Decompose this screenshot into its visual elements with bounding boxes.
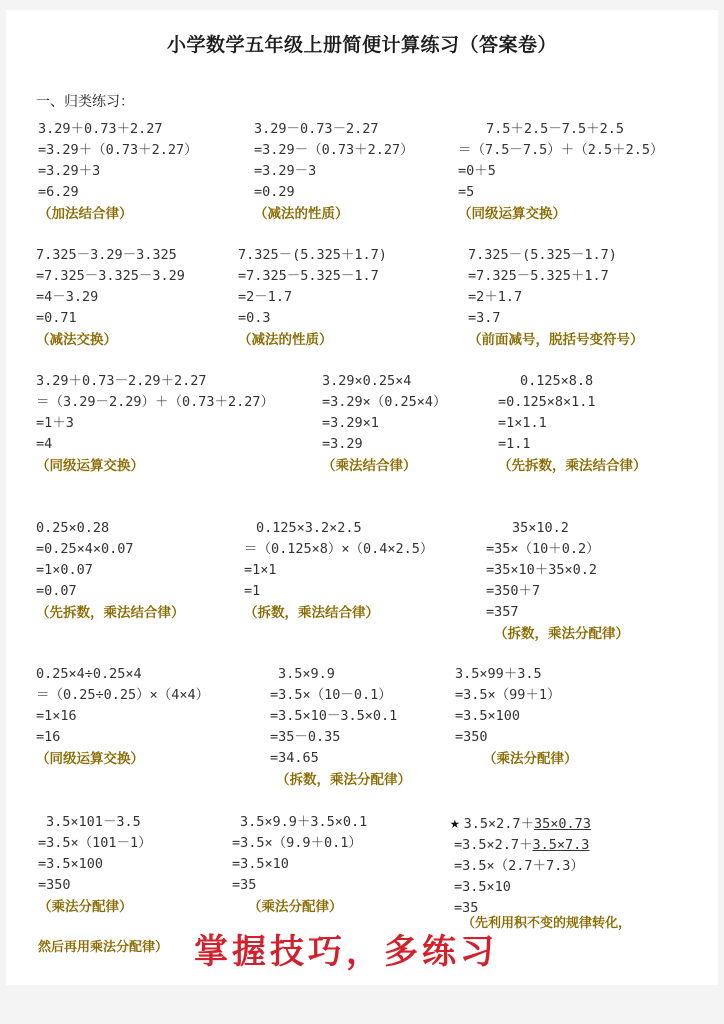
- step-line: =7.325－3.325－3.29: [36, 268, 185, 284]
- rule-label: （拆数，乘法分配律）: [494, 626, 629, 642]
- step-part: =3.5×2.7＋: [454, 837, 533, 853]
- step-line: 3.29＋0.73－2.29＋2.27: [36, 373, 207, 389]
- step-line: =7.325－5.325＋1.7: [468, 268, 609, 284]
- problem-14: [270, 664, 411, 791]
- step-line: 3.5×99＋3.5: [455, 666, 542, 682]
- step-line: =0＋5: [458, 163, 496, 179]
- step-line: =3.29－3: [254, 163, 317, 179]
- step-line: 3.5×9.9＋3.5×0.1: [240, 814, 368, 830]
- step-line: [450, 835, 591, 856]
- star-icon: ★: [450, 813, 460, 832]
- rule-label: （乘法分配律）: [483, 751, 578, 767]
- rule-label: （拆数，乘法结合律）: [244, 605, 379, 621]
- step-line: =1×0.07: [36, 562, 93, 578]
- step-line: =3.5×10－3.5×0.1: [270, 708, 398, 724]
- step-line: 7.325－(5.325－1.7): [468, 247, 617, 263]
- problem-18-starred: [450, 812, 591, 919]
- step-line: =1×16: [36, 708, 77, 724]
- problem-6: [468, 245, 644, 351]
- step-line: ＝（0.25÷0.25）×（4×4）: [36, 687, 210, 703]
- step-line: =350: [38, 877, 71, 893]
- step-line: 3.29×0.25×4: [322, 373, 412, 389]
- step-line: =3.5×（10－0.1）: [270, 687, 392, 703]
- step-line: =35×10＋35×0.2: [486, 562, 598, 578]
- rule-label: （减法交换）: [36, 332, 117, 348]
- slogan-banner: 掌握技巧，多练习: [194, 932, 498, 972]
- step-line: =1.1: [498, 436, 531, 452]
- rule-label: （乘法分配律）: [38, 899, 133, 915]
- step-line: 7.325－(5.325＋1.7): [238, 247, 387, 263]
- problem-10: [36, 518, 185, 624]
- problem-7: [36, 371, 274, 477]
- problem-17: [232, 812, 367, 918]
- step-line: =1＋3: [36, 415, 74, 431]
- problem-16: [38, 812, 152, 918]
- problem-5: [238, 245, 387, 351]
- problem-13: [36, 664, 209, 770]
- page-title: 小学数学五年级上册简便计算练习（答案卷）: [166, 34, 557, 56]
- step-part: 3.5×2.7＋: [463, 816, 535, 832]
- step-line: =1: [244, 583, 261, 599]
- step-line: =3.5×（2.7＋7.3）: [454, 858, 584, 874]
- step-line: =0.3: [238, 310, 271, 326]
- step-line: =1×1: [244, 562, 277, 578]
- step-line: =34.65: [270, 750, 319, 766]
- rule-label: （先拆数，乘法结合律）: [36, 605, 185, 621]
- step-line: 0.125×3.2×2.5: [256, 520, 362, 536]
- step-line: =2＋1.7: [468, 289, 523, 305]
- step-line: =350＋7: [486, 583, 541, 599]
- problem-9: [498, 371, 647, 477]
- step-line: =16: [36, 729, 61, 745]
- rule-label: （同级运算交换）: [36, 458, 144, 474]
- step-line: =3.29＋（0.73＋2.27）: [38, 142, 198, 158]
- step-line: =6.29: [38, 184, 79, 200]
- rule-label: （减法的性质）: [238, 332, 333, 348]
- problem-4: [36, 245, 185, 351]
- problem-15: [455, 664, 578, 770]
- rule-label: （同级运算交换）: [36, 751, 144, 767]
- step-line: =350: [455, 729, 488, 745]
- step-line: =3.5×10: [232, 856, 289, 872]
- step-line: ＝（7.5－7.5）＋（2.5＋2.5）: [458, 142, 664, 158]
- underlined-term: 35×0.73: [534, 816, 591, 832]
- step-line: =3.5×100: [38, 856, 104, 872]
- rule-label: （乘法分配律）: [248, 899, 343, 915]
- step-line: =3.29×（0.25×4）: [322, 394, 447, 410]
- step-line: =0.71: [36, 310, 77, 326]
- problem-12: [486, 518, 629, 645]
- step-line: =3.29×1: [322, 415, 379, 431]
- rule-label: （前面减号，脱括号变符号）: [468, 332, 644, 348]
- rule-label: （拆数，乘法分配律）: [276, 772, 411, 788]
- step-line: =0.07: [36, 583, 77, 599]
- step-line: =4－3.29: [36, 289, 99, 305]
- rule-label: （加法结合律）: [38, 206, 133, 222]
- step-line: =3.29＋3: [38, 163, 101, 179]
- step-line: 0.25×4÷0.25×4: [36, 666, 142, 682]
- problem-11: [244, 518, 433, 624]
- step-line: =1×1.1: [498, 415, 547, 431]
- rule-note-line2: 然后再用乘法分配律）: [38, 940, 169, 955]
- step-line: 0.125×8.8: [520, 373, 594, 389]
- step-line: =3.5×（101－1）: [38, 835, 152, 851]
- step-line: ＝（3.29－2.29）＋（0.73＋2.27）: [36, 394, 275, 410]
- problem-3: [458, 119, 664, 225]
- rule-label: （同级运算交换）: [458, 206, 566, 222]
- step-line: 35×10.2: [512, 520, 569, 536]
- step-line: =0.125×8×1.1: [498, 394, 596, 410]
- rule-label: （乘法结合律）: [322, 458, 417, 474]
- step-line: 7.5＋2.5－7.5＋2.5: [486, 121, 625, 137]
- step-line: =3.5×100: [455, 708, 521, 724]
- underlined-term: 3.5×7.3: [532, 837, 590, 853]
- step-line: =35: [454, 900, 479, 916]
- step-line: =3.29: [322, 436, 363, 452]
- step-line: 3.29－0.73－2.27: [254, 121, 379, 137]
- step-line: 7.325－3.29－3.325: [36, 247, 177, 263]
- step-line: =0.29: [254, 184, 295, 200]
- rule-label: （减法的性质）: [254, 206, 349, 222]
- step-line: ＝（0.125×8）×（0.4×2.5）: [244, 541, 434, 557]
- step-line: 0.25×0.28: [36, 520, 110, 536]
- rule-label: （先拆数，乘法结合律）: [498, 458, 647, 474]
- step-line: =7.325－5.325－1.7: [238, 268, 379, 284]
- step-line: =3.5×（99＋1）: [455, 687, 561, 703]
- step-line: =0.25×4×0.07: [36, 541, 134, 557]
- rule-note-line1: （先利用积不变的规律转化，: [462, 916, 632, 931]
- step-line: =3.5×10: [454, 879, 511, 895]
- section-heading: 一、归类练习：: [36, 94, 134, 110]
- step-line: =5: [458, 184, 475, 200]
- step-line: 3.29＋0.73＋2.27: [38, 121, 163, 137]
- step-line: =2－1.7: [238, 289, 293, 305]
- problem-8: [322, 371, 447, 477]
- problem-1: [38, 119, 198, 225]
- step-line: =35: [232, 877, 257, 893]
- step-line: =3.7: [468, 310, 501, 326]
- step-line: =35×（10＋0.2）: [486, 541, 600, 557]
- step-line: =4: [36, 436, 53, 452]
- step-line: [450, 812, 591, 835]
- step-line: =35－0.35: [270, 729, 341, 745]
- problem-2: [254, 119, 414, 225]
- step-line: 3.5×101－3.5: [46, 814, 141, 830]
- step-line: =357: [486, 604, 519, 620]
- step-line: 3.5×9.9: [278, 666, 335, 682]
- step-line: =3.29－（0.73＋2.27）: [254, 142, 414, 158]
- step-line: =3.5×（9.9＋0.1）: [232, 835, 362, 851]
